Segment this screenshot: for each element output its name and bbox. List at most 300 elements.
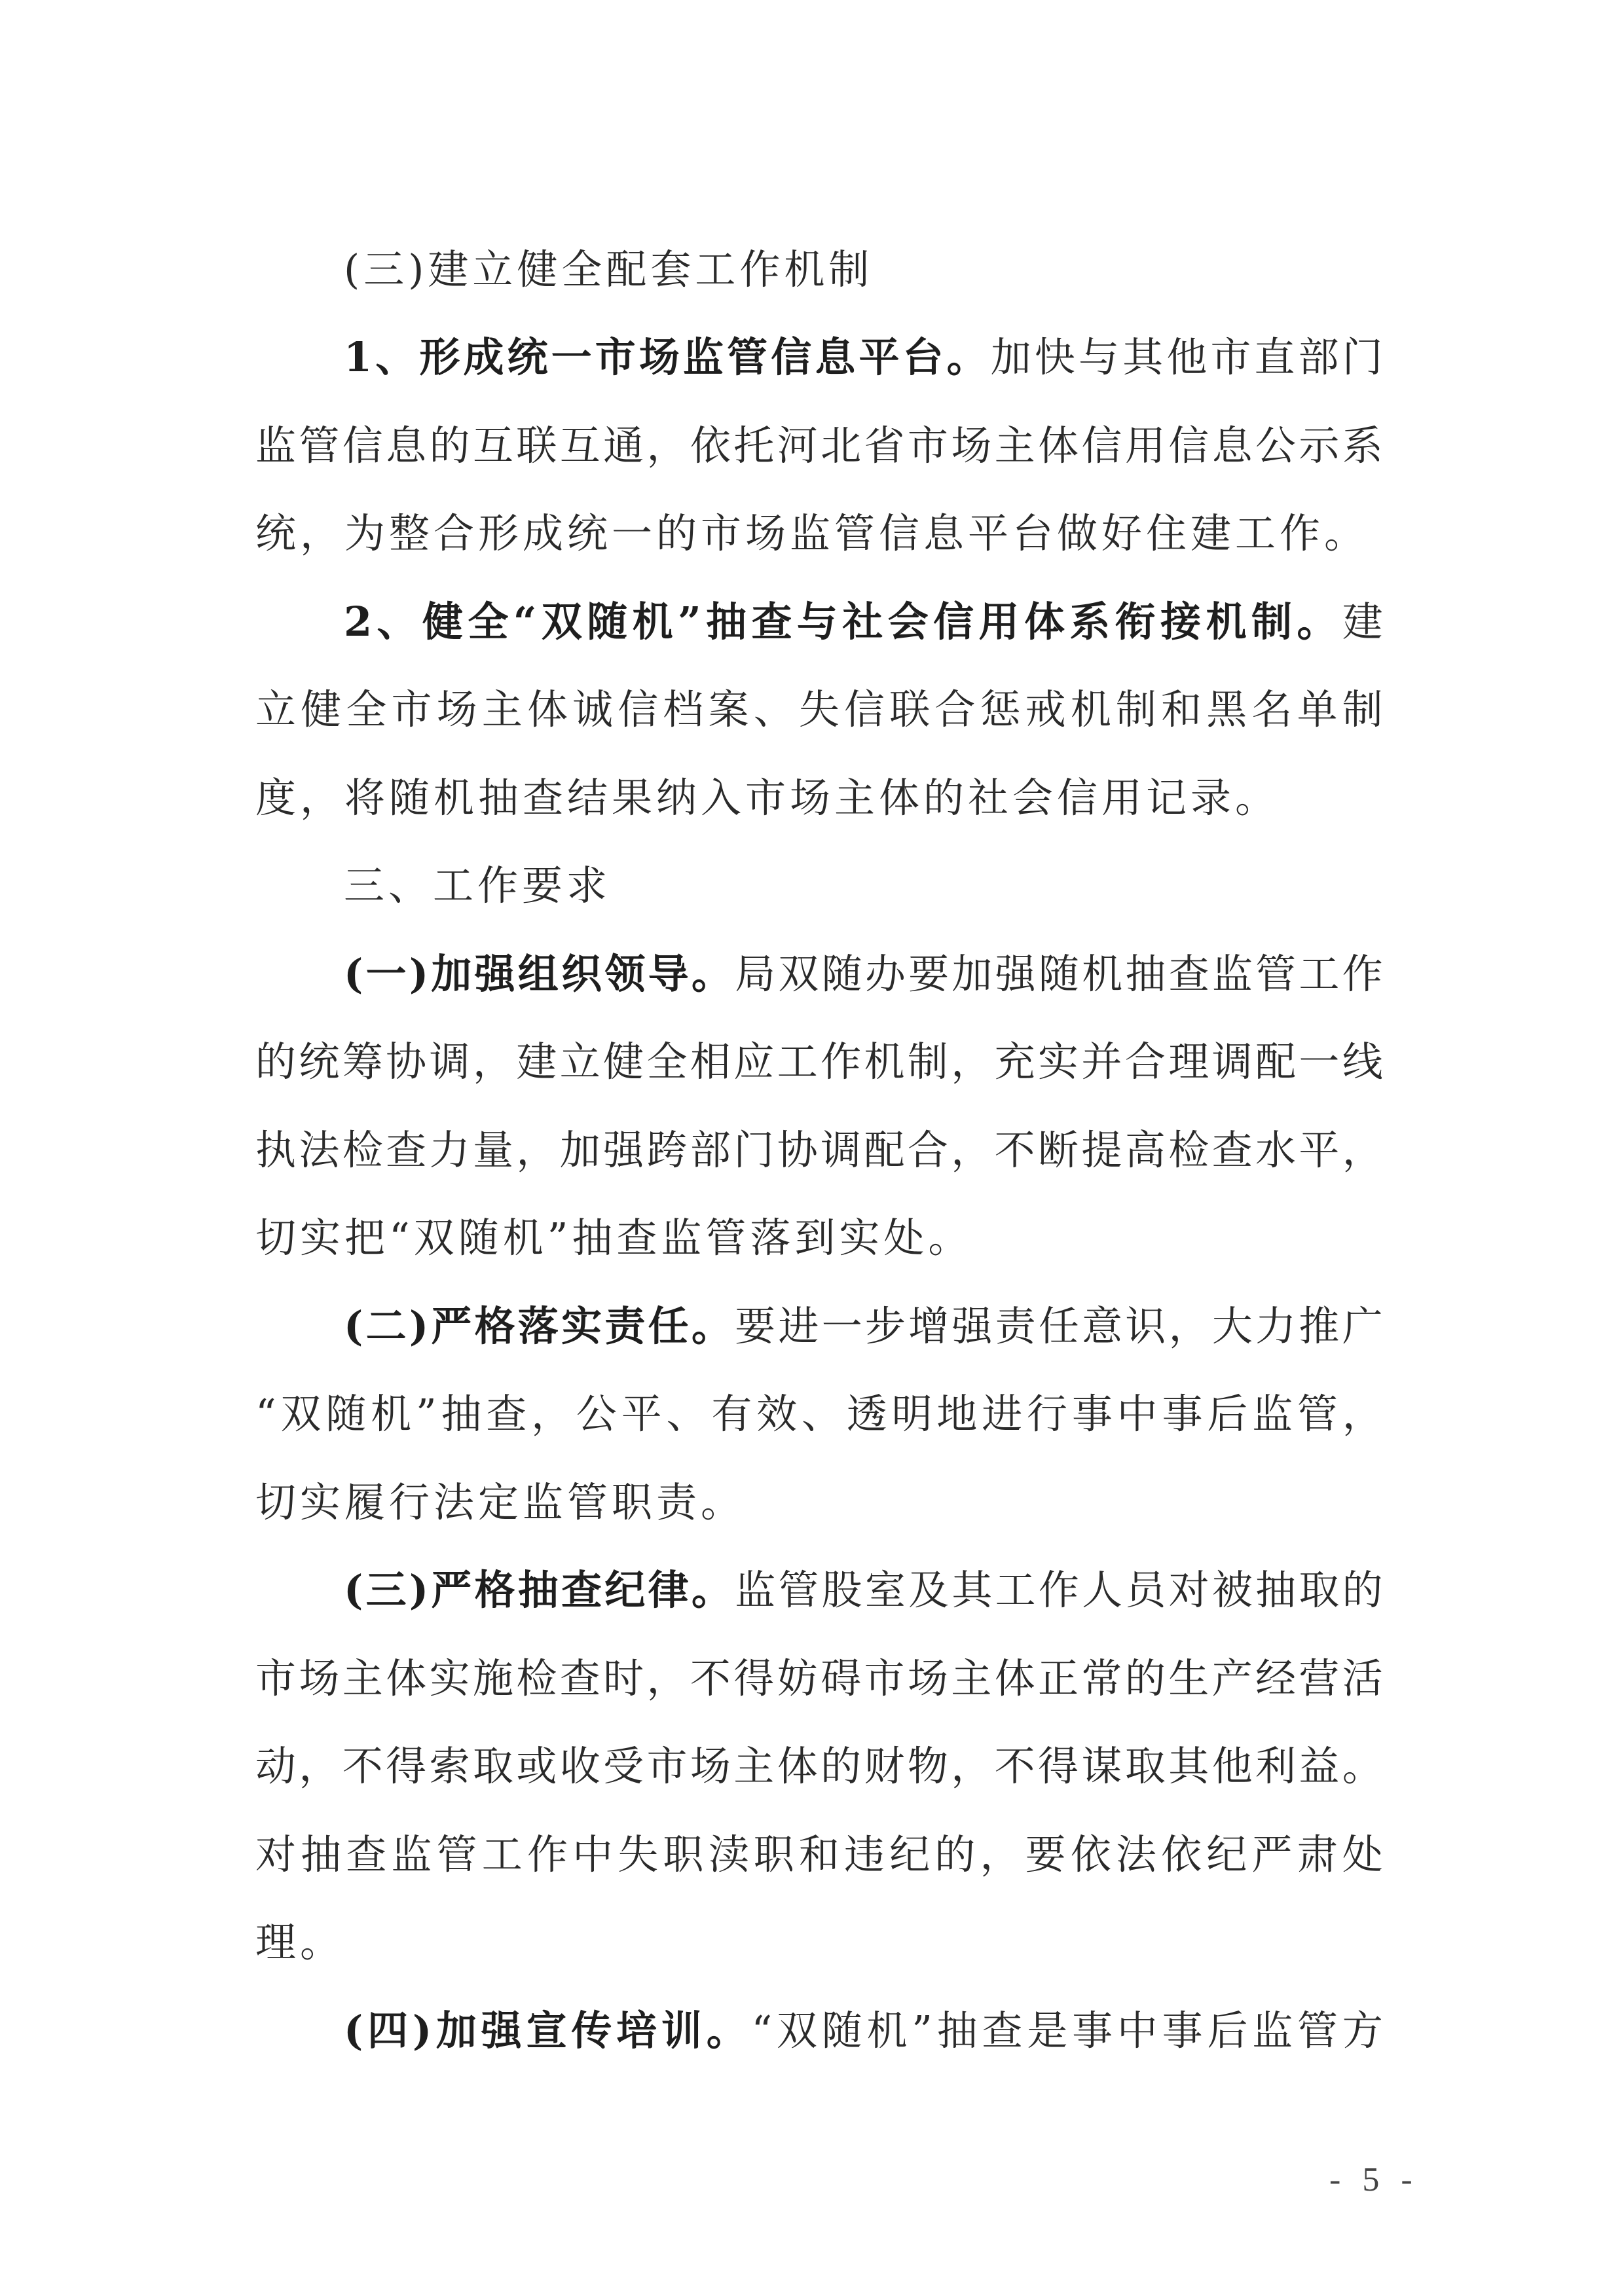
text-line: [255, 754, 1383, 842]
char: 受: [603, 1742, 644, 1790]
char: 纪: [889, 1831, 931, 1878]
char: 立: [255, 685, 297, 733]
char: 戒: [1025, 685, 1066, 733]
char: 织: [561, 950, 602, 998]
char: 事: [1162, 1390, 1203, 1438]
char: 法: [299, 1126, 340, 1174]
char: 查: [751, 598, 792, 646]
char: 法: [1115, 1831, 1156, 1878]
char: 得: [1038, 1742, 1079, 1790]
char: ，: [951, 1126, 992, 1174]
char: 抽: [517, 1566, 559, 1614]
char: 随: [1038, 950, 1079, 998]
char: 北: [821, 422, 862, 469]
char: 不: [690, 1654, 731, 1702]
char: 量: [472, 1126, 513, 1174]
char: 加: [559, 1126, 600, 1174]
char: ”: [678, 598, 701, 646]
char: 诚: [572, 685, 614, 733]
body-text: 切实把“双随机”抽查监管落到实处。: [255, 1214, 973, 1262]
char: 强: [474, 950, 515, 998]
char: ，: [951, 1742, 992, 1790]
char: 依: [1070, 1831, 1111, 1878]
char: 抽: [936, 2007, 978, 2054]
char: 管: [299, 422, 340, 469]
text-line: [255, 1899, 1383, 1986]
char: 主: [951, 1654, 992, 1702]
char: 收: [559, 1742, 600, 1790]
char: 格: [474, 1566, 515, 1614]
char: 制: [1342, 685, 1383, 733]
char: 中: [1116, 2007, 1158, 2054]
body-text: 统，为整合形成统一的市场监管信息平台做好住建工作。: [255, 509, 1369, 557]
char: 应: [733, 1038, 775, 1085]
char: 。: [946, 333, 987, 381]
char: 联: [889, 685, 931, 733]
char: 立: [559, 1038, 600, 1085]
char: 职: [663, 1831, 704, 1878]
char: 推: [1299, 1302, 1340, 1350]
char: 信: [1081, 422, 1122, 469]
char: 活: [1342, 1654, 1383, 1702]
char: 失: [798, 685, 840, 733]
char: 统: [299, 1038, 340, 1085]
char: 得: [733, 1654, 775, 1702]
char: 。: [706, 2007, 747, 2054]
char: 会: [887, 598, 929, 646]
char: 查: [346, 1831, 387, 1878]
char: 主: [481, 685, 523, 733]
char: 的: [429, 422, 470, 469]
char: 加: [431, 950, 472, 998]
char: “: [513, 598, 537, 646]
char: ，: [951, 1038, 992, 1085]
text-line: [255, 666, 1383, 754]
char: 配: [864, 1126, 905, 1174]
char: 公: [1255, 422, 1296, 469]
char: 效: [756, 1390, 798, 1438]
text-line: [255, 1018, 1383, 1106]
char: 查: [486, 1390, 527, 1438]
char: 导: [648, 950, 689, 998]
char: 加: [951, 950, 993, 998]
body-text: 三、工作要求: [344, 862, 612, 909]
char: ，: [1342, 1390, 1383, 1438]
char: 其: [1122, 333, 1164, 381]
char: 场: [299, 1654, 340, 1702]
char: 常: [1081, 1654, 1122, 1702]
char: 被: [1211, 1566, 1253, 1614]
char: 一: [365, 950, 407, 998]
text-line: [255, 1811, 1383, 1899]
char: 与: [1078, 333, 1119, 381]
char: 查: [386, 1126, 427, 1174]
char: 一: [1299, 1038, 1340, 1085]
char: 建: [1342, 598, 1383, 646]
char: 他: [1211, 1742, 1253, 1790]
char: 机: [1082, 950, 1123, 998]
char: 信: [933, 598, 974, 646]
char: 方: [1342, 2007, 1383, 2054]
char: (: [344, 2007, 363, 2054]
char: 。: [1342, 1742, 1383, 1790]
char: 一: [821, 1302, 862, 1350]
char: 广: [1342, 1302, 1383, 1350]
char: 平: [1299, 1126, 1340, 1174]
char: 调: [429, 1038, 470, 1085]
char: 成: [463, 333, 504, 381]
char: 增: [908, 1302, 950, 1350]
char: 要: [735, 1302, 776, 1350]
char: ，: [1168, 1302, 1209, 1350]
char: 强: [951, 1302, 993, 1350]
char: 建: [516, 1038, 557, 1085]
char: 随: [587, 598, 628, 646]
char: 健: [422, 598, 463, 646]
char: “: [751, 2007, 773, 2054]
char: 严: [431, 1302, 472, 1350]
char: 进: [778, 1302, 819, 1350]
char: 取: [1299, 1566, 1340, 1614]
char: 纪: [604, 1566, 646, 1614]
text-line: [255, 1722, 1383, 1810]
char: 1: [344, 333, 373, 381]
char: 正: [1038, 1654, 1079, 1702]
char: ，: [299, 1742, 340, 1790]
text-line: [344, 226, 1383, 314]
char: 监: [1252, 1390, 1293, 1438]
char: 机: [371, 1390, 412, 1438]
char: 其: [1168, 1742, 1209, 1790]
char: 全: [346, 685, 387, 733]
char: 、: [666, 1390, 707, 1438]
char: 实: [1038, 1038, 1079, 1085]
text-line: [255, 1370, 1383, 1458]
char: 时: [603, 1654, 644, 1702]
char: 双: [541, 598, 582, 646]
char: ，: [516, 1126, 557, 1174]
char: 事: [1162, 2007, 1203, 2054]
char: 场: [907, 1654, 948, 1702]
char: 信: [844, 685, 885, 733]
char: 门: [733, 1126, 775, 1174]
char: 落: [517, 1302, 559, 1350]
char: 管: [1297, 2007, 1338, 2054]
char: 办: [864, 950, 906, 998]
char: 责: [995, 1302, 1036, 1350]
char: 责: [604, 1302, 646, 1350]
char: 用: [978, 598, 1020, 646]
char: 力: [429, 1126, 470, 1174]
char: 职: [753, 1831, 794, 1878]
char: 执: [255, 1126, 297, 1174]
char: 培: [616, 2007, 657, 2054]
char: 人: [1082, 1566, 1123, 1614]
char: 。: [691, 950, 732, 998]
char: 工: [995, 1566, 1036, 1614]
char: 互: [472, 422, 513, 469]
char: 平: [621, 1390, 662, 1438]
char: 处: [1342, 1831, 1383, 1878]
char: 主: [994, 422, 1035, 469]
char: “: [255, 1390, 276, 1438]
char: 抽: [1255, 1566, 1297, 1614]
char: 违: [844, 1831, 885, 1878]
char: 、: [753, 685, 794, 733]
char: 通: [603, 422, 644, 469]
char: 统: [507, 333, 548, 381]
char: 提: [1081, 1126, 1122, 1174]
char: 示: [1299, 422, 1340, 469]
char: 监: [1211, 950, 1253, 998]
char: 监: [391, 1831, 432, 1878]
char: 要: [1025, 1831, 1066, 1878]
char: 和: [1161, 685, 1202, 733]
char: 调: [1211, 1038, 1253, 1085]
char: 高: [1124, 1126, 1166, 1174]
char: 并: [1081, 1038, 1122, 1085]
char: 依: [690, 422, 731, 469]
char: 管: [778, 1566, 819, 1614]
body-text: 切实履行法定监管职责。: [255, 1478, 746, 1526]
body-text: 度，将随机抽查结果纳入市场主体的社会信用记录。: [255, 774, 1280, 822]
char: 管: [1297, 1390, 1338, 1438]
char: 员: [1125, 1566, 1166, 1614]
char: 大: [1211, 1302, 1253, 1350]
char: 股: [821, 1566, 862, 1614]
char: 机: [864, 1038, 905, 1085]
char: 进: [982, 1390, 1023, 1438]
char: 查: [982, 2007, 1023, 2054]
char: 产: [1211, 1654, 1253, 1702]
char: 信: [1168, 422, 1209, 469]
char: 强: [481, 2007, 522, 2054]
char: ): [409, 1566, 429, 1614]
text-line: [255, 1194, 1383, 1282]
char: 意: [1082, 1302, 1123, 1350]
char: ，: [646, 422, 688, 469]
char: 随: [821, 950, 862, 998]
char: 直: [1254, 333, 1295, 381]
char: 门: [1342, 333, 1383, 381]
text-line: [344, 578, 1383, 666]
char: 双: [778, 950, 819, 998]
char: 断: [1038, 1126, 1079, 1174]
char: 随: [325, 1390, 367, 1438]
char: 双: [280, 1390, 322, 1438]
text-line: [344, 314, 1383, 401]
char: 二: [365, 1302, 407, 1350]
char: 益: [1299, 1742, 1340, 1790]
char: 名: [1251, 685, 1293, 733]
char: 查: [1168, 950, 1209, 998]
char: ”: [912, 2007, 932, 2054]
char: 体: [526, 685, 568, 733]
char: 。: [691, 1566, 732, 1614]
char: 息: [1211, 422, 1253, 469]
char: ，: [531, 1390, 572, 1438]
char: 场: [436, 685, 477, 733]
char: 检: [516, 1654, 557, 1702]
char: 相: [690, 1038, 731, 1085]
char: 快: [1034, 333, 1075, 381]
char: 水: [1255, 1126, 1296, 1174]
char: 实: [429, 1654, 470, 1702]
char: 托: [733, 422, 775, 469]
char: 体: [777, 1742, 818, 1790]
char: 取: [472, 1742, 513, 1790]
char: 谋: [1081, 1742, 1122, 1790]
text-line: [344, 1546, 1383, 1634]
text-line: [344, 1987, 1383, 2075]
char: 三: [365, 1566, 407, 1614]
char: 工: [777, 1038, 818, 1085]
char: 管: [436, 1831, 477, 1878]
char: 的: [255, 1038, 297, 1085]
char: 部: [1298, 333, 1339, 381]
char: (: [344, 1566, 363, 1614]
char: 行: [1027, 1390, 1068, 1438]
char: 营: [1299, 1654, 1340, 1702]
char: 信: [342, 422, 383, 469]
char: 系: [1069, 598, 1111, 646]
char: 监: [255, 422, 297, 469]
char: 市: [255, 1654, 297, 1702]
char: 接: [1160, 598, 1202, 646]
char: 场: [951, 422, 992, 469]
char: 其: [951, 1566, 993, 1614]
char: 不: [994, 1126, 1035, 1174]
char: 取: [1124, 1742, 1166, 1790]
char: 机: [866, 2007, 908, 2054]
char: 省: [864, 422, 905, 469]
char: 室: [864, 1566, 906, 1614]
char: 作: [1342, 950, 1383, 998]
char: 财: [864, 1742, 905, 1790]
text-line: [255, 402, 1383, 490]
char: 中: [572, 1831, 614, 1878]
char: ，: [646, 1654, 688, 1702]
char: 有: [711, 1390, 752, 1438]
char: 制: [1251, 598, 1292, 646]
char: 线: [1342, 1038, 1383, 1085]
char: 传: [571, 2007, 612, 2054]
char: 或: [516, 1742, 557, 1790]
char: 碍: [821, 1654, 862, 1702]
char: ): [409, 1302, 429, 1350]
char: 律: [648, 1566, 689, 1614]
char: 作: [526, 1831, 568, 1878]
char: 强: [603, 1126, 644, 1174]
char: 2: [344, 598, 373, 646]
char: 合: [907, 1126, 948, 1174]
char: ，: [1342, 1126, 1383, 1174]
char: 合: [934, 685, 976, 733]
char: 市: [907, 422, 948, 469]
char: 严: [1251, 1831, 1293, 1878]
char: 抽: [301, 1831, 342, 1878]
char: 制: [907, 1038, 948, 1085]
char: 理: [1168, 1038, 1209, 1085]
char: 透: [846, 1390, 887, 1438]
char: 单: [1297, 685, 1338, 733]
char: 索: [429, 1742, 470, 1790]
char: 抽: [706, 598, 747, 646]
char: 一: [551, 333, 592, 381]
char: 识: [1125, 1302, 1166, 1350]
char: 检: [342, 1126, 383, 1174]
char: 检: [1168, 1126, 1209, 1174]
char: 管: [1255, 950, 1297, 998]
char: 加: [436, 2007, 477, 2054]
char: 信: [771, 333, 812, 381]
char: 查: [559, 1654, 600, 1702]
char: 对: [1168, 1566, 1209, 1614]
char: 与: [796, 598, 838, 646]
char: (: [344, 1302, 363, 1350]
char: 体: [386, 1654, 427, 1702]
char: ，: [980, 1831, 1021, 1878]
char: 、: [375, 333, 416, 381]
char: 的: [821, 1742, 862, 1790]
char: 健: [603, 1038, 644, 1085]
char: 是: [1027, 2007, 1068, 2054]
char: 市: [864, 1654, 905, 1702]
char: 场: [690, 1742, 731, 1790]
char: 严: [431, 1566, 472, 1614]
char: 工: [1299, 950, 1340, 998]
char: 衔: [1115, 598, 1156, 646]
char: 任: [1038, 1302, 1079, 1350]
char: 中: [1116, 1390, 1158, 1438]
char: 市: [391, 685, 432, 733]
char: 调: [821, 1126, 862, 1174]
char: 步: [864, 1302, 906, 1350]
char: 肃: [1297, 1831, 1338, 1878]
char: 对: [255, 1831, 297, 1878]
char: 配: [1255, 1038, 1296, 1085]
char: 体: [1038, 422, 1079, 469]
char: 息: [386, 422, 427, 469]
char: 主: [342, 1654, 383, 1702]
char: 依: [1161, 1831, 1202, 1878]
char: 作: [1038, 1566, 1079, 1614]
text-line: [344, 842, 1383, 930]
char: 黑: [1206, 685, 1247, 733]
char: 工: [481, 1831, 523, 1878]
char: 妨: [777, 1654, 818, 1702]
char: 任: [648, 1302, 689, 1350]
char: 他: [1166, 333, 1208, 381]
char: 息: [815, 333, 856, 381]
char: 查: [1211, 1126, 1253, 1174]
char: (: [344, 950, 363, 998]
char: 局: [735, 950, 776, 998]
char: 、: [377, 598, 418, 646]
char: 不: [342, 1742, 383, 1790]
char: 市: [595, 333, 636, 381]
char: 力: [1255, 1302, 1297, 1350]
char: 组: [517, 950, 559, 998]
char: 河: [777, 422, 818, 469]
text-line: [344, 1283, 1383, 1370]
char: 领: [604, 950, 646, 998]
char: 格: [474, 1302, 515, 1350]
char: 事: [1072, 2007, 1113, 2054]
char: 部: [690, 1126, 731, 1174]
char: 机: [632, 598, 673, 646]
char: 渎: [708, 1831, 749, 1878]
